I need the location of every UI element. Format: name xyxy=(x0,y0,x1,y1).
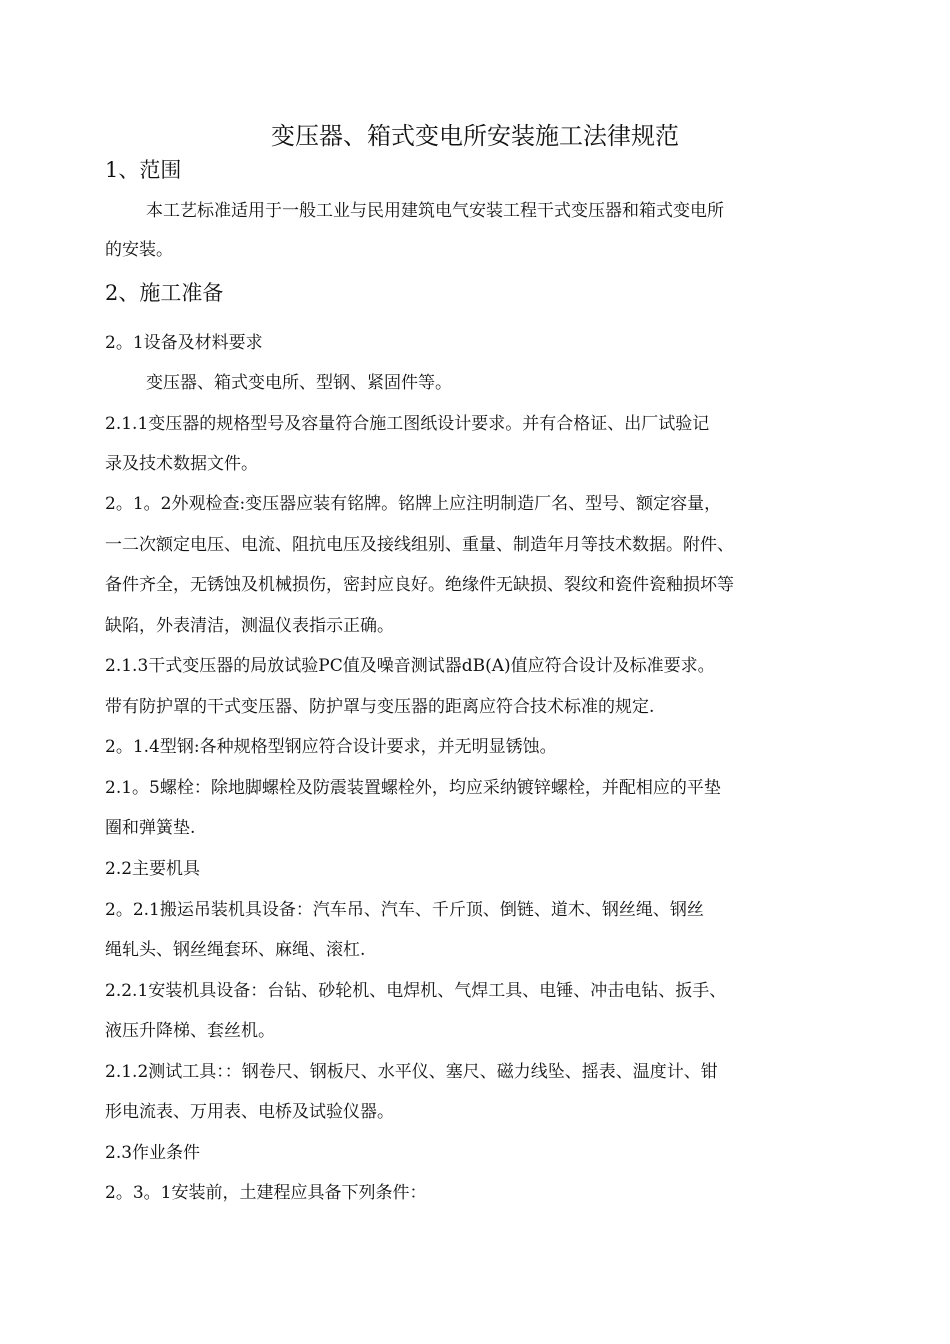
paragraph-line: 的安装。 xyxy=(105,240,173,260)
paragraph-line: 缺陷，外表清洁，测温仪表指示正确。 xyxy=(105,616,394,636)
paragraph-line: 2.1.2测试工具：：钢卷尺、钢板尺、水平仪、塞尺、磁力线坠、摇表、温度计、钳 xyxy=(105,1062,718,1082)
paragraph-line: 本工艺标准适用于一般工业与民用建筑电气安装工程干式变压器和箱式变电所 xyxy=(146,201,724,221)
paragraph-line: 2.1。5螺栓：除地脚螺栓及防震装置螺栓外，均应采纳镀锌螺栓，并配相应的平垫 xyxy=(105,778,721,798)
paragraph-line: 液压升降梯、套丝机。 xyxy=(105,1021,275,1041)
subsection-heading: 2.2主要机具 xyxy=(105,859,201,879)
subsection-heading: 2。1设备及材料要求 xyxy=(105,333,263,353)
paragraph-line: 录及技术数据文件。 xyxy=(105,454,258,474)
paragraph-line: 2。3。1安装前，土建程应具备下列条件： xyxy=(105,1183,427,1203)
paragraph-line: 2。2.1搬运吊装机具设备：汽车吊、汽车、千斤顶、倒链、道木、钢丝绳、钢丝 xyxy=(105,900,704,920)
document-title: 变压器、箱式变电所安装施工法律规范 xyxy=(271,122,679,150)
section-heading-preparation: 2、施工准备 xyxy=(105,281,224,305)
paragraph-line: 绳轧头、钢丝绳套环、麻绳、滚杠. xyxy=(105,940,366,960)
paragraph-line: 一二次额定电压、电流、阻抗电压及接线组别、重量、制造年月等技术数据。附件、 xyxy=(105,535,734,555)
paragraph-line: 圈和弹簧垫. xyxy=(105,818,196,838)
paragraph-line: 备件齐全，无锈蚀及机械损伤，密封应良好。绝缘件无缺损、裂纹和瓷件瓷釉损坏等 xyxy=(105,575,734,595)
paragraph-line: 2.1.3干式变压器的局放试验PC值及噪音测试器dB(A)值应符合设计及标准要求。 xyxy=(105,656,715,676)
paragraph-line: 2。1.4型钢:各种规格型钢应符合设计要求，并无明显锈蚀。 xyxy=(105,737,557,757)
paragraph-line: 形电流表、万用表、电桥及试验仪器。 xyxy=(105,1102,394,1122)
section-heading-scope: 1、范围 xyxy=(105,158,182,182)
subsection-heading: 2.3作业条件 xyxy=(105,1143,201,1163)
paragraph-line: 2.1.1变压器的规格型号及容量符合施工图纸设计要求。并有合格证、出厂试验记 xyxy=(105,414,710,434)
paragraph-line: 带有防护罩的干式变压器、防护罩与变压器的距离应符合技术标准的规定. xyxy=(105,697,655,717)
paragraph-line: 变压器、箱式变电所、型钢、紧固件等。 xyxy=(146,373,452,393)
paragraph-line: 2.2.1安装机具设备：台钻、砂轮机、电焊机、气焊工具、电锤、冲击电钻、扳手、 xyxy=(105,981,727,1001)
paragraph-line: 2。1。2外观检查:变压器应装有铭牌。铭牌上应注明制造厂名、型号、额定容量， xyxy=(105,494,722,514)
